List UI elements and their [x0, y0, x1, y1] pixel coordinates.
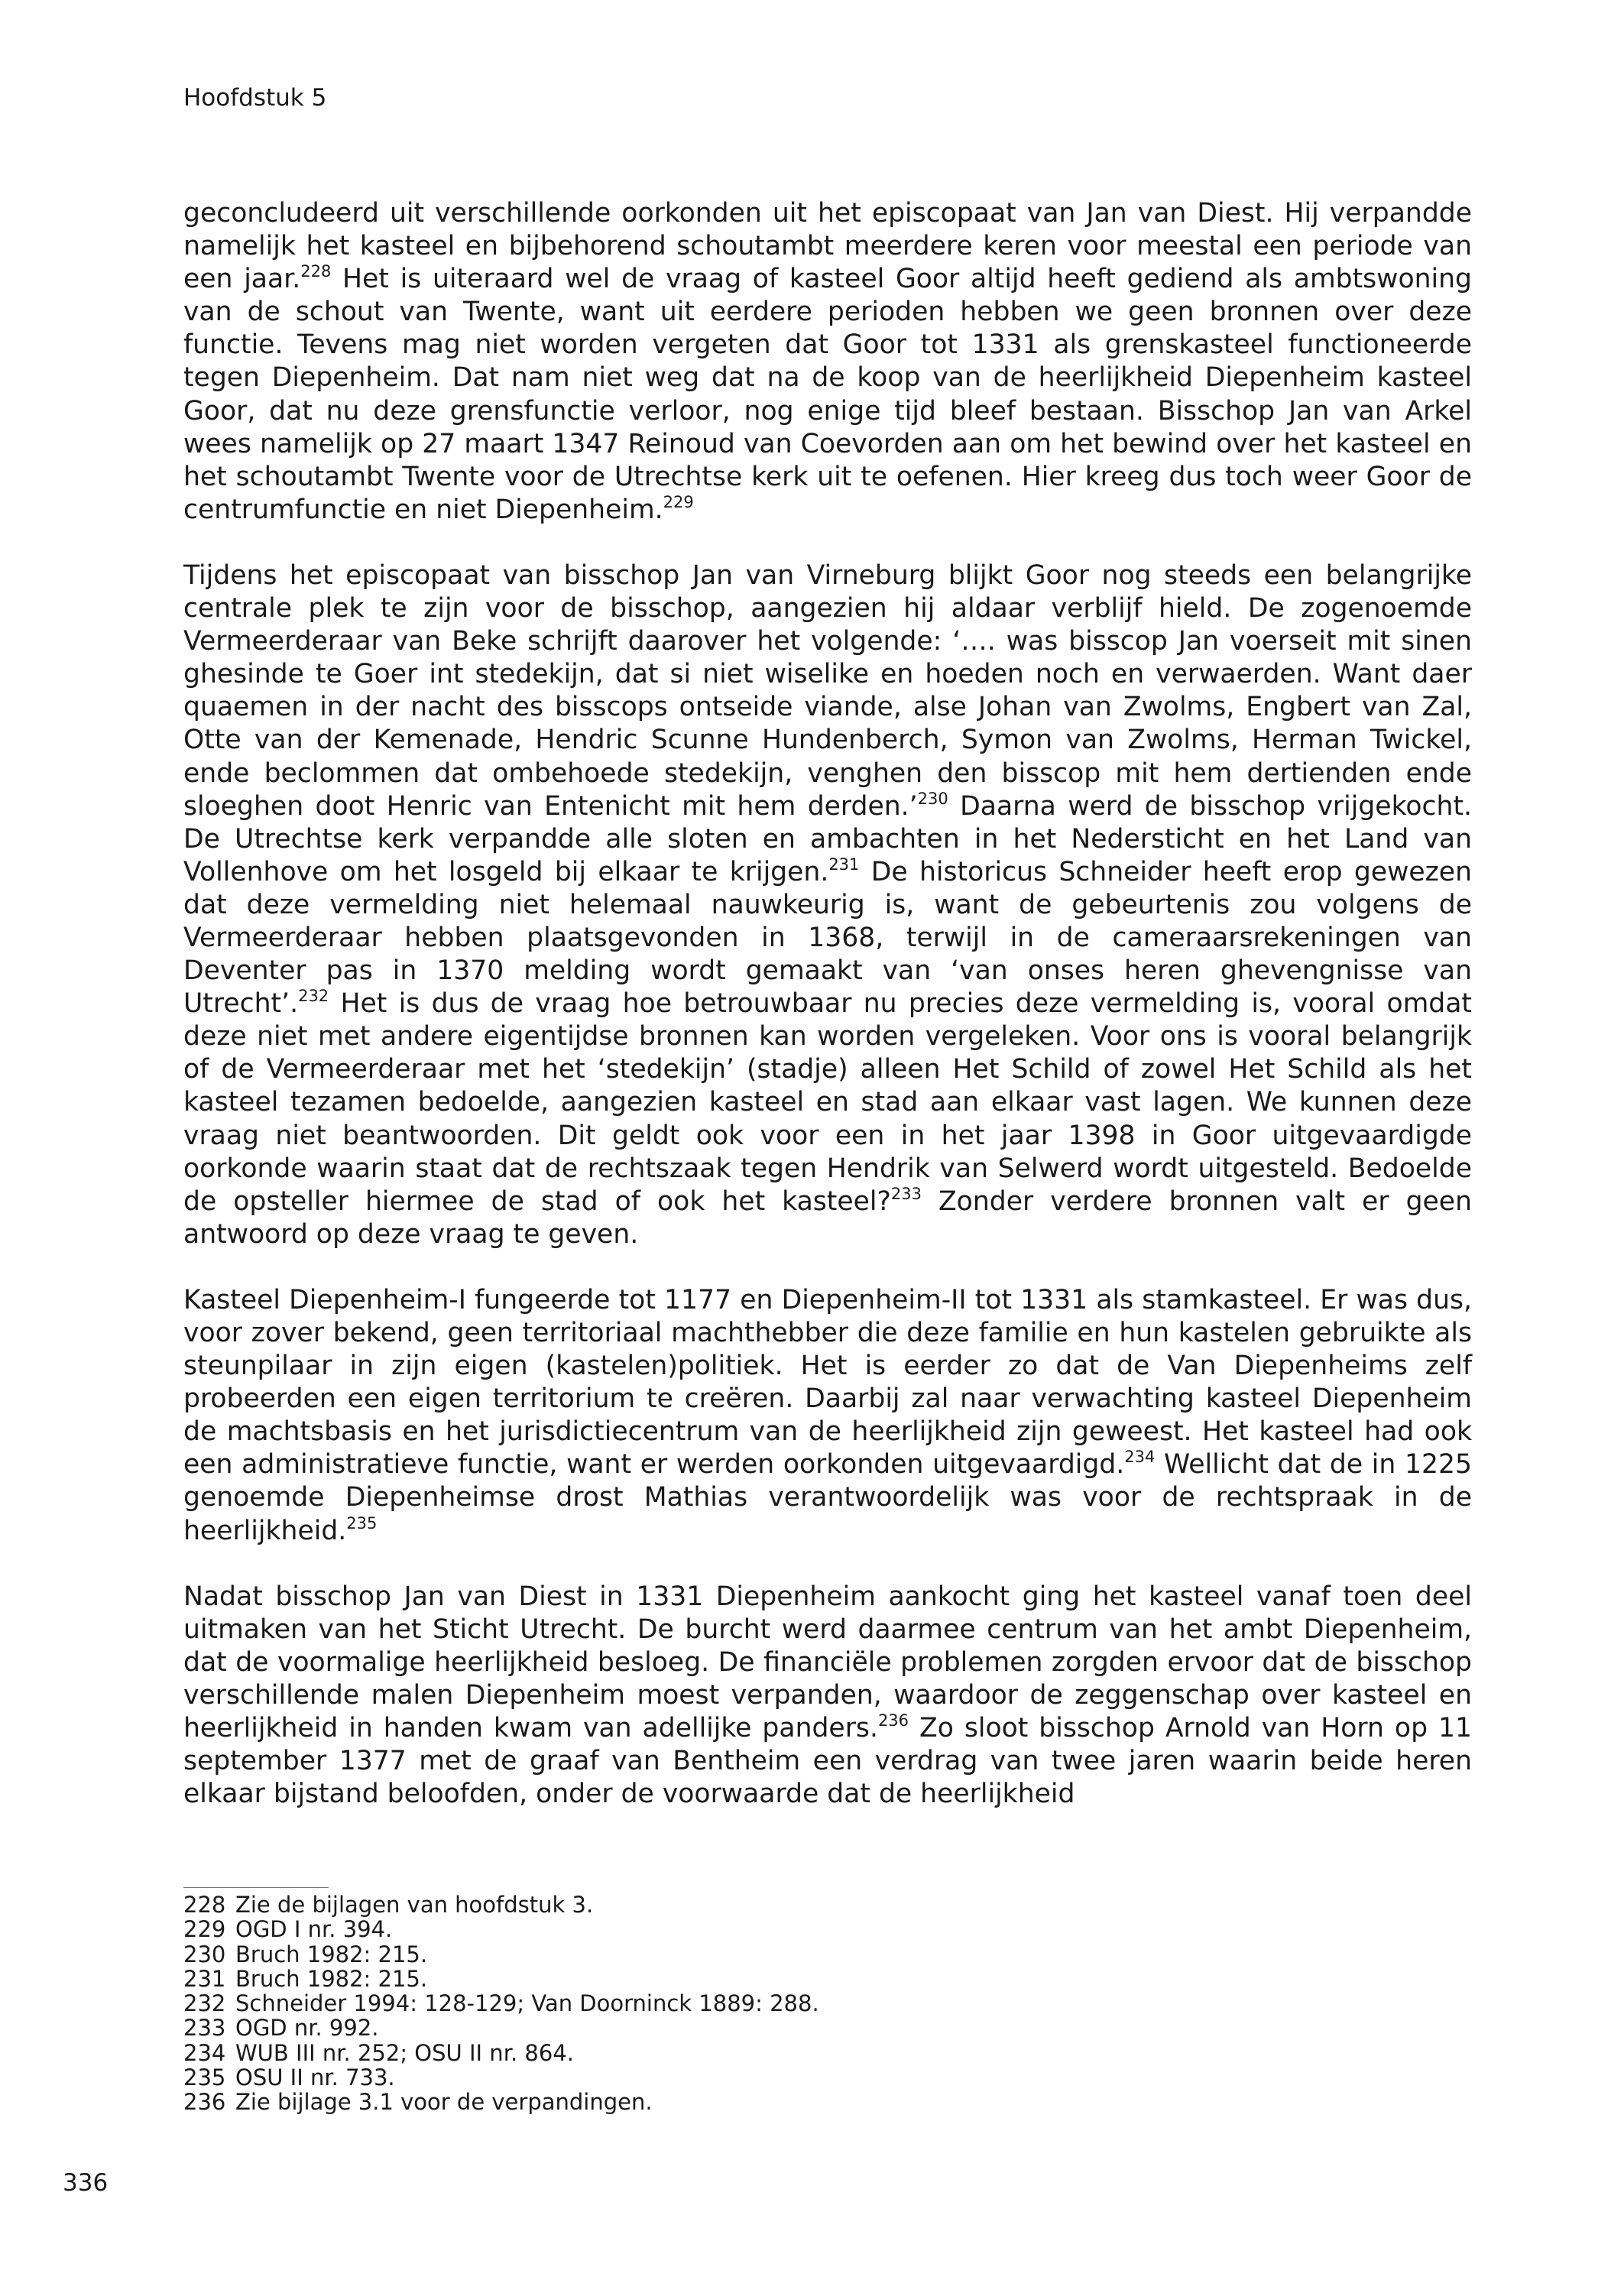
paragraph [183, 559, 1472, 1251]
paragraph-text: Kasteel Diepenheim-I fungeerde tot 1177 en Diepenheim-II tot 1331 als stamkasteel. Er was dus, voor zover bekend, geen territoriaal machthebber die deze familie en hun kastelen gebruikte als steunpilaar in zijn eigen (kastelen)politiek. Het is eerder zo dat de Van Diepenheims zelf probeerden een eigen territorium te creëren. Daarbij zal naar verwachting kasteel Diepenheim de machtsbasis en het jurisdictiecentrum van de heerlijkheid zijn geweest. Het kasteel had ook een administratieve functie, want er werden oorkonden uitgevaardigd. [183, 1284, 1472, 1481]
footnote-item [183, 1917, 819, 1941]
paragraph [183, 197, 1472, 527]
footnote-item [183, 1991, 819, 2016]
footnote-number: 229 [183, 1916, 226, 1943]
footnote-number: 231 [183, 1965, 226, 1992]
footnote-text: OSU II nr. 733. [235, 2064, 395, 2091]
footnote-item [183, 2065, 819, 2090]
footnote-item [183, 1892, 819, 1917]
footnote-item [183, 2016, 819, 2040]
footnote-number: 236 [183, 2089, 226, 2116]
footnote-item [183, 1942, 819, 1967]
footnote-text: OGD nr. 992. [235, 2015, 379, 2042]
footnote-reference[interactable]: 228 [300, 262, 332, 281]
running-head: Hoofdstuk 5 [183, 84, 327, 112]
footnote-number: 228 [183, 1892, 226, 1918]
footnote-text: WUB III nr. 252; OSU II nr. 864. [235, 2039, 574, 2066]
paragraph-text: Nadat bisschop Jan van Diest in 1331 Diepenheim aankocht ging het kasteel vanaf toen deel uitmaken van het Sticht Utrecht. De burcht werd daarmee centrum van het ambt Diepenheim, dat de voormalige heerlijkheid besloeg. De financiële problemen zorgden ervoor dat de bisschop verschillende malen Diepenheim moest verpanden, waardoor de zeggenschap over kasteel en heerlijkheid in handen kwam van adellijke panders. [183, 1581, 1472, 1744]
paragraph-text: Daarna werd de bisschop vrijgekocht. De Utrechtse kerk verpandde alle sloten en ambachten in het Nedersticht en het Land van Vollenhove om het losgeld bij elkaar te krijgen. [183, 790, 1472, 887]
footnote-text: Bruch 1982: 215. [235, 1941, 428, 1967]
footnote-reference[interactable]: 230 [917, 789, 948, 808]
footnote-reference[interactable]: 231 [828, 855, 860, 874]
footnote-text: Zie bijlage 3.1 voor de verpandingen. [235, 2089, 653, 2116]
body-text [183, 197, 1472, 1811]
paragraph-text: Zonder verdere bronnen valt er geen antwoord op deze vraag te geven. [183, 1185, 1472, 1250]
paragraph-text: Zo sloot bisschop Arnold van Horn op 11 september 1377 met de graaf van Bentheim een verdrag van twee jaren waarin beide heren elkaar bijstand beloofden, onder de voorwaarde dat de heerlijkheid [183, 1713, 1473, 1810]
footnote-number: 232 [183, 1990, 226, 2017]
paragraph [183, 1581, 1472, 1811]
paragraph-text: Wellicht dat de in 1225 genoemde Diepenheimse drost Mathias verantwoordelijk was voor de rechtspraak in de heerlijkheid. [183, 1449, 1472, 1546]
paragraph-text: Het is uiteraard wel de vraag of kasteel Goor altijd heeft gediend als ambtswoning van de schout van Twente, want uit eerdere perioden hebben we geen bronnen over deze functie. Tevens mag niet worden vergeten dat Goor tot 1331 als grenskasteel functioneerde tegen Diepenheim. Dat nam niet weg dat na de koop van de heerlijkheid Diepenheim kasteel Goor, dat nu deze grensfunctie verloor, nog enige tijd bleef bestaan. Bisschop Jan van Arkel wees namelijk op 27 maart 1347 Reinoud van Coevorden aan om het bewind over het kasteel en het schoutambt Twente voor de Utrechtse kerk uit te oefenen. Hier kreeg dus toch weer Goor de centrumfunctie en niet Diepenheim. [183, 264, 1472, 525]
footnote-reference[interactable]: 233 [890, 1184, 922, 1203]
paragraph-text: De historicus Schneider heeft erop gewezen dat deze vermelding niet helemaal nauwkeurig is, want de gebeurtenis zou volgens de Vermeerderaar hebben plaatsgevonden in 1368, terwijl in de cameraarsrekeningen van Deventer pas in 1370 melding wordt gemaakt van ‘van onses heren ghevengnisse van Utrecht’. [183, 856, 1472, 1020]
footnote-item [183, 2041, 819, 2065]
footnote-text: OGD I nr. 394. [235, 1916, 393, 1943]
paragraph-text: Tijdens het episcopaat van bisschop Jan van Virneburg blijkt Goor nog steeds een belangrijke centrale plek te zijn voor de bisschop, aangezien hij aldaar verblijf hield. De zogenoemde Vermeerderaar van Beke schrijft daarover het volgende: ‘…. was bisscop Jan voerseit mit sinen ghesinde te Goer int stedekijn, dat si niet wiselike en hoeden noch en verwaerden. Want daer quaemen in der nacht des bisscops ontseide viande, alse Johan van Zwolms, Engbert van Zal, Otte van der Kemenade, Hendric Scunne Hundenberch, Symon van Zwolms, Herman Twickel, ende beclommen dat ombehoede stedekijn, venghen den bisscop mit hem dertienden ende sloeghen doot Henric van Entenicht mit hem derden.’ [183, 559, 1472, 822]
footnote-reference[interactable]: 232 [298, 987, 329, 1006]
paragraph-text: geconcludeerd uit verschillende oorkonden uit het episcopaat van Jan van Diest. Hij verpandde namelijk het kasteel en bijbehorend schoutambt meerdere keren voor meestal een periode van een jaar. [183, 198, 1472, 295]
footnote-number: 233 [183, 2015, 226, 2042]
page-number: 336 [63, 2169, 109, 2197]
footnote-reference[interactable]: 234 [1124, 1448, 1156, 1467]
paragraph-text: Het is dus de vraag hoe betrouwbaar nu precies deze vermelding is, vooral omdat deze niet met andere eigentijdse bronnen kan worden vergeleken. Voor ons is vooral belangrijk of de Vermeerderaar met het ‘stedekijn’ (stadje) alleen Het Schild of zowel Het Schild als het kasteel tezamen bedoelde, aangezien kasteel en stad aan elkaar vast lagen. We kunnen deze vraag niet beantwoorden. Dit geldt ook voor een in het jaar 1398 in Goor uitgevaardigde oorkonde waarin staat dat de rechtszaak tegen Hendrik van Selwerd wordt uitgesteld. Bedoelde de opsteller hiermee de stad of ook het kasteel? [183, 988, 1472, 1217]
footnote-reference[interactable]: 229 [663, 492, 694, 511]
footnote-reference[interactable]: 235 [346, 1513, 378, 1532]
footnote-number: 235 [183, 2064, 226, 2091]
footnote-number: 234 [183, 2039, 226, 2066]
footnote-text: Bruch 1982: 215. [235, 1965, 428, 1992]
footnote-item [183, 2090, 819, 2114]
footnotes [183, 1892, 819, 2115]
paragraph [183, 1284, 1472, 1548]
footnote-separator [183, 1887, 329, 1888]
footnote-text: Zie de bijlagen van hoofdstuk 3. [235, 1892, 594, 1918]
footnote-item [183, 1967, 819, 1991]
footnote-text: Schneider 1994: 128-129; Van Doorninck 1889: 288. [235, 1990, 819, 2017]
footnote-reference[interactable]: 236 [877, 1711, 909, 1730]
footnote-number: 230 [183, 1941, 226, 1967]
